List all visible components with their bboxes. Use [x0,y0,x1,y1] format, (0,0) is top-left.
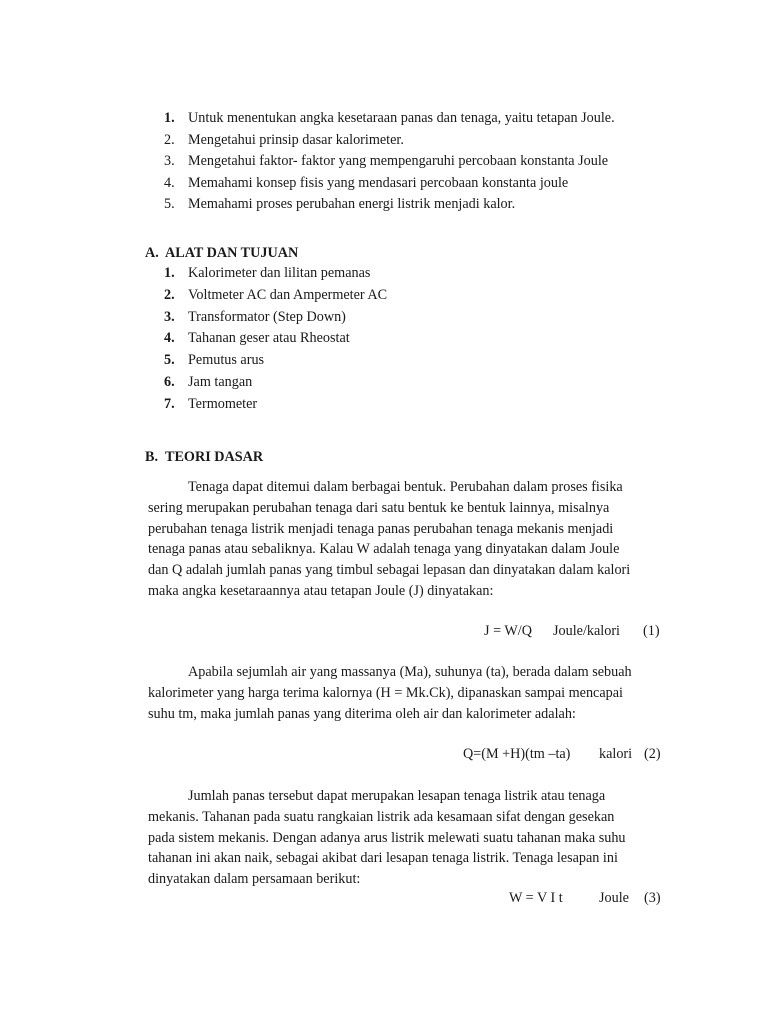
list-number: 4. [164,330,175,347]
list-number: 4. [164,174,175,191]
equation-expression: Q=(M +H)(tm –ta) [463,746,571,762]
section-b-title: TEORI DASAR [165,449,264,465]
paragraph-line: tenaga panas atau sebaliknya. Kalau W adalah tenaga yang dinyatakan dalam Joule [148,541,620,558]
list-text: Termometer [188,395,258,412]
paragraph-line: Apabila sejumlah air yang massanya (Ma), suhunya (ta), berada dalam sebuah [188,664,632,680]
equation-number: (2) [644,746,661,762]
section-b-heading [145,447,263,467]
list-number: 1. [164,110,175,126]
equation-3 [509,888,661,908]
paragraph [148,786,663,890]
paragraph-line: perubahan tenaga listrik menjadi tenaga panas perubahan tenaga mekanis menjadi [148,520,614,537]
paragraph-line: sering merupakan perubahan tenaga dari satu bentuk ke bentuk lainnya, misalnya [148,499,610,516]
equation-number: (3) [644,890,661,906]
paragraph-line: Jumlah panas tersebut dapat merupakan lesapan tenaga listrik atau tenaga [188,788,606,804]
section-a-title: ALAT DAN TUJUAN [165,245,299,261]
equation-expression: J = W/Q [484,623,532,639]
equation-expression: W = V I t [509,890,563,906]
paragraph-line: dinyatakan dalam persamaan berikut: [148,871,361,888]
paragraph-line: dan Q adalah jumlah panas yang timbul sebagai lepasan dan dinyatakan dalam kalori [148,562,631,579]
paragraph-line: mekanis. Tahanan pada suatu rangkaian listrik ada kesamaan sifat dengan gesekan [148,808,615,825]
list-text: Tahanan geser atau Rheostat [188,330,350,347]
paragraph-line: Tenaga dapat ditemui dalam berbagai bentuk. Perubahan dalam proses fisika [188,479,623,495]
list-number: 7. [164,395,175,412]
paragraph-line: tahanan ini akan naik, sebagai akibat dari lesapan tenaga listrik. Tenaga lesapan ini [148,850,618,867]
equation-unit: Joule [599,890,629,906]
list-text: Mengetahui prinsip dasar kalorimeter. [188,131,404,148]
list-text: Transformator (Step Down) [188,308,346,325]
equation-unit: Joule/kalori [553,623,620,639]
list-text: Untuk menentukan angka kesetaraan panas dan tenaga, yaitu tetapan Joule. [188,110,615,126]
paragraph-line: maka angka kesetaraannya atau tetapan Joule (J) dinyatakan: [148,582,494,599]
list-text: Memahami proses perubahan energi listrik menjadi kalor. [188,196,516,212]
list-text: Pemutus arus [188,352,265,369]
list-text: Voltmeter AC dan Ampermeter AC [188,286,388,303]
equation-unit: kalori [599,746,633,762]
section-a-letter: A. [145,245,159,261]
list-text: Kalorimeter dan lilitan pemanas [188,265,371,281]
section-b-letter: B. [145,449,159,465]
list-text: Mengetahui faktor- faktor yang mempengaruhi percobaan konstanta Joule [188,153,609,169]
list-number: 5. [164,352,175,369]
paragraph-line: pada sistem mekanis. Dengan adanya arus listrik melewati suatu tahanan maka suhu [148,829,626,846]
section-a-heading [145,243,298,263]
list-number: 1. [164,265,175,281]
equation-1 [484,621,660,641]
list-number: 3. [164,153,175,169]
list-number: 6. [164,373,175,390]
list-number: 3. [164,308,175,325]
paragraph [148,477,663,602]
list-number: 2. [164,286,175,303]
list-number: 2. [164,131,175,148]
paragraph-line: suhu tm, maka jumlah panas yang diterima oleh air dan kalorimeter adalah: [148,705,576,722]
list-text: Memahami konsep fisis yang mendasari percobaan konstanta joule [188,174,569,191]
paragraph-line: kalorimeter yang harga terima kalornya (H = Mk.Ck), dipanaskan sampai mencapai [148,684,623,701]
equation-2 [463,744,661,764]
equation-number: (1) [643,623,660,639]
paragraph [148,662,663,724]
list-text: Jam tangan [188,373,253,390]
list-number: 5. [164,196,175,212]
